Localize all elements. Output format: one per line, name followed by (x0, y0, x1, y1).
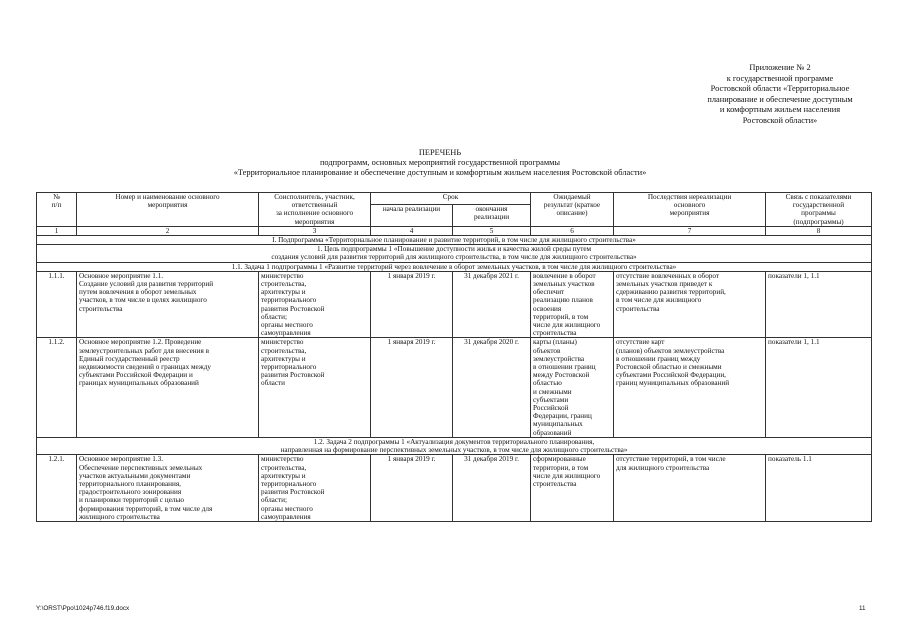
row-start: 1 января 2019 г. (371, 271, 453, 338)
table-row (37, 271, 872, 338)
row-executor: министерство строительства, архитектуры и территориального развития Ростовской области; органы местного самоуправления (259, 455, 371, 522)
column-number: 2 (77, 226, 259, 235)
column-number: 5 (453, 226, 531, 235)
subprogram-row (37, 236, 872, 245)
header-start: начала реализации (371, 204, 453, 226)
row-link: показатели 1, 1.1 (766, 338, 872, 437)
subprogram-title: I. Подпрограмма «Территориальное планирование и развитие территорий, в том числе для жилищного строительства» (37, 236, 872, 245)
annex-line: Ростовской области» (742, 115, 818, 125)
row-start: 1 января 2019 г. (371, 455, 453, 522)
task-title: 1.1. Задача 1 подпрограммы 1 «Развитие территорий через вовлечение в оборот земельных участков, в том числе для жилищного строительства» (37, 262, 872, 271)
row-result: сформированные территории, в том числе для жилищного строительства (531, 455, 614, 522)
row-start: 1 января 2019 г. (371, 338, 453, 437)
header-name: Номер и наименование основного мероприятия (77, 193, 259, 227)
program-table (36, 192, 872, 522)
row-number: 1.2.1. (37, 455, 77, 522)
footer-page-number: 11 (859, 605, 866, 612)
footer-file-path: Y:\ORST\Ppo\1024p746.f19.docx (36, 605, 130, 612)
row-executor: министерство строительства, архитектуры и территориального развития Ростовской области (259, 338, 371, 437)
header-term: Срок (371, 193, 531, 205)
row-executor: министерство строительства, архитектуры и территориального развития Ростовской области; органы местного самоуправления (259, 271, 371, 338)
row-consequences: отсутствие территорий, в том числе для жилищного строительства (614, 455, 766, 522)
table-row (37, 338, 872, 437)
table-row (37, 455, 872, 522)
annex-line: и комфортным жильем населения (719, 105, 841, 115)
annex-line: Ростовской области «Территориальное (710, 84, 850, 94)
header-num: № п/п (37, 193, 77, 227)
column-number-row (37, 226, 872, 235)
task-row (37, 437, 872, 454)
header-result: Ожидаемый результат (краткое описание) (531, 193, 614, 227)
header-row (37, 193, 872, 205)
column-number: 8 (766, 226, 872, 235)
row-number: 1.1.2. (37, 338, 77, 437)
column-number: 6 (531, 226, 614, 235)
document-heading (120, 148, 760, 179)
row-link: показатели 1, 1.1 (766, 271, 872, 338)
document-title: ПЕРЕЧЕНЬ (418, 148, 462, 157)
document-subtitle-line: подпрограмм, основных мероприятий государственной программы (319, 158, 561, 168)
row-consequences: отсутствие карт (планов) объектов землеустройства в отношении границ между Ростовской областью и смежными субъектами Российской Федерации, границ муниципальных образований (614, 338, 766, 437)
row-consequences: отсутствие вовлеченных в оборот земельных участков приведет к сдерживанию развития территорий, в том числе для жилищного строительства (614, 271, 766, 338)
row-name: Основное мероприятие 1.3. Обеспечение перспективных земельных участков актуальными документами территориального планирования, градостроительного зонирования и планировки территорий с целью формирования территорий, в том числе для жилищного строительства (77, 455, 259, 522)
row-number: 1.1.1. (37, 271, 77, 338)
annex-line: к государственной программе (726, 73, 834, 83)
header-link: Связь с показателями государственной программы (подпрограммы) (766, 193, 872, 227)
column-number: 7 (614, 226, 766, 235)
row-end: 31 декабря 2019 г. (453, 455, 531, 522)
header-executor: Соисполнитель, участник, ответственный за исполнение основного мероприятия (259, 193, 371, 227)
document-subtitle-line: «Территориальное планирование и обеспечение доступным и комфортным жильем населения Ростовской области» (233, 168, 647, 178)
annex-line: планирование и обеспечение доступным (707, 94, 853, 104)
row-result: карты (планы) объектов землеустройства в отношении границ между Ростовской областью и смежными субъектами Российской Федерации, границ муниципальных образований (531, 338, 614, 437)
column-number: 3 (259, 226, 371, 235)
row-end: 31 декабря 2020 г. (453, 338, 531, 437)
annex-block (655, 63, 905, 127)
annex-line: Приложение № 2 (749, 63, 811, 72)
row-result: вовлечение в оборот земельных участков обеспечит реализацию планов освоения территорий, в том числе для жилищного строительства (531, 271, 614, 338)
row-name: Основное мероприятие 1.2. Проведение землеустроительных работ для внесения в Единый государственный реестр недвижимости сведений о границах между субъектами Российской Федерации и границах муниципальных образований (77, 338, 259, 437)
header-end: окончания реализации (453, 204, 531, 226)
column-number: 1 (37, 226, 77, 235)
row-link: показатель 1.1 (766, 455, 872, 522)
column-number: 4 (371, 226, 453, 235)
header-consequences: Последствия нереализации основного мероприятия (614, 193, 766, 227)
goal-title: 1. Цель подпрограммы 1 «Повышение доступности жилья и качества жилой среды путем создания условий для развития территорий для жилищного строительства, в том числе для жилищного строительства» (37, 245, 872, 262)
goal-row (37, 245, 872, 262)
row-name: Основное мероприятие 1.1. Создание условий для развития территорий путем вовлечения в оборот земельных участков, в том числе в целях жилищного строительства (77, 271, 259, 338)
task-row (37, 262, 872, 271)
task-title: 1.2. Задача 2 подпрограммы 1 «Актуализация документов территориального планирования, направленная на формирование перспективных земельных участков, в том числе для жилищного строительства» (37, 437, 872, 454)
row-end: 31 декабря 2021 г. (453, 271, 531, 338)
